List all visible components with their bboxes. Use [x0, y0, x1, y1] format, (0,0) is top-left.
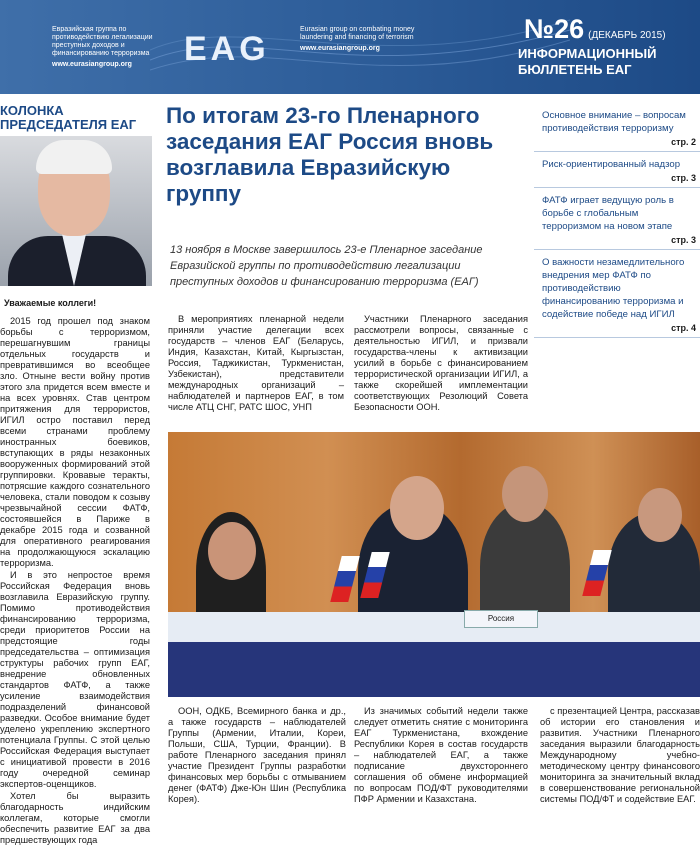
org-name-en: Eurasian group on combating money laundering and financing of terrorism www.eurasiangroup.org	[300, 26, 415, 52]
chairman-column	[0, 94, 152, 845]
toc-item[interactable]: О важности незамедлительного внедрения мер ФАТФ по противодействию финансированию терроризма и содействие победе над ИГИЛ стр. 4	[534, 250, 700, 338]
header-banner	[0, 0, 700, 94]
nameplate: Россия	[464, 610, 538, 628]
greeting: Уважаемые коллеги!	[4, 298, 97, 308]
column-title: КОЛОНКА ПРЕДСЕДАТЕЛЯ ЕАГ	[0, 103, 137, 132]
article-lead: 13 ноября в Москве завершилось 23-е Пленарное заседание Евразийской группы по противодействию легализации преступных доходов и финансированию терроризма (ЕАГ)	[170, 244, 483, 288]
url-right[interactable]: www.eurasiangroup.org	[300, 45, 380, 52]
org-name-ru: Евразийская группа по противодействию легализации преступных доходов и финансированию терроризма www.eurasiangroup.org	[52, 26, 162, 69]
chairman-text: 2015 год прошел под знаком борьбы с терроризмом, перешагнувшим границы отдельных государств и превратившимся во всеобщее зло. Отныне вести войну против этого зла придется всем вместе и на всех уровнях. Став центром притяжения для террористов, ИГИЛ остро поставил перед всеми странами проблему иностранных боевиков, вступающих в ряды незаконных вооруженных формирований этой группировки. Кровавые теракты, потрясшие каждого сознательного человека, стали поводом к созыву чрезвычайной сессии ФАТФ, состоявшейся в Париже в декабре 2015 года и созванной для оперативного реагирования на продолжающуюся эскалацию терроризма. И в это непростое время Российская Федерация вновь возглавила Евразийскую группу. Помимо противодействия финансированию терроризма, среди приоритетов России на предстоящие годы председательства – оптимизация структуры рабочих групп ЕАГ, внедрение обновленных стандартов ФАТФ, а также усиление взаимодействия подразделений финансовой разведки. Особое внимание будет уделено укреплению экспертного потенциала Группы. С этой целью Российская Федерация выступает с инициативой провести в 2016 году очередной семинар экспертов-оценщиков. Хотел бы выразить благодарность индийским коллегам, которые смогли обеспечить развитие ЕАГ за два предшествующих года	[0, 316, 150, 845]
bulletin-title: ИНФОРМАЦИОННЫЙ БЮЛЛЕТЕНЬ ЕАГ	[518, 46, 657, 77]
url-left[interactable]: www.eurasiangroup.org	[52, 61, 132, 68]
issue-num: №26	[524, 14, 585, 44]
toc-item[interactable]: Основное внимание – вопросам противодействия терроризму стр. 2	[534, 103, 700, 152]
toc-item[interactable]: Риск-ориентированный надзор стр. 3	[534, 152, 700, 188]
article-bottom-2: Из значимых событий недели также следует отметить снятие с мониторинга ЕАГ Туркменистана, вхождение Республики Корея в состав государств – наблюдателей ЕАГ, а также подписание двухстороннего соглашения об обмене информацией по вопросам ПОД/ФТ руководителями ПФР Армении и Казахстана.	[354, 706, 528, 804]
issue-number	[524, 14, 666, 45]
article-bottom-1: ООН, ОДКБ, Всемирного банка и др., а также государств – наблюдателей Группы (Армении, Италии, Кореи, Польши, США, Турции, Франции). В работе Пленарного заседания принял участие Президент Группы разработки финансовых мер борьбы с отмыванием денег (ФАТФ) Дже-Юн Шин (Республика Корея).	[168, 706, 346, 804]
table-of-contents	[534, 103, 700, 338]
toc-item[interactable]: ФАТФ играет ведущую роль в борьбе с глобальным терроризмом на новом этапе стр. 3	[534, 188, 700, 250]
article-title: По итогам 23-го Пленарного заседания ЕАГ Россия вновь возглавила Евразийскую группу	[166, 103, 494, 206]
article-bottom-3: с презентацией Центра, рассказав об истории его становления и развития. Участники Пленарного заседания выразили благодарность Международному учебно-методическому центру финансового мониторинга за значительный вклад в совершенствование региональной системы ПОД/ФТ и содействие ЕАГ.	[540, 706, 700, 804]
article-col-2: Участники Пленарного заседания рассмотрели вопросы, связанные с деятельностью ИГИЛ, и призвали государства-члены к активизации усилий в борьбе с финансированием террористической организации ИГИЛ, а также скорейшей имплементации соответствующих Резолюций Совета Безопасности ООН.	[354, 314, 528, 412]
eag-logo: EAG	[184, 30, 270, 68]
plenary-meeting-photo	[168, 432, 700, 697]
article-col-1: В мероприятиях пленарной недели приняли участие делегации всех государств – членов ЕАГ (Беларусь, Индия, Казахстан, Китай, Кыргызстан, Россия, Таджикистан, Туркменистан, Узбекистан), представители международных организаций – наблюдателей и партнеров ЕАГ, в том числе АТЦ СНГ, РАТС ШОС, УНП	[168, 314, 344, 412]
chairman-photo	[0, 136, 152, 286]
issue-date: (ДЕКАБРЬ 2015)	[588, 30, 666, 41]
